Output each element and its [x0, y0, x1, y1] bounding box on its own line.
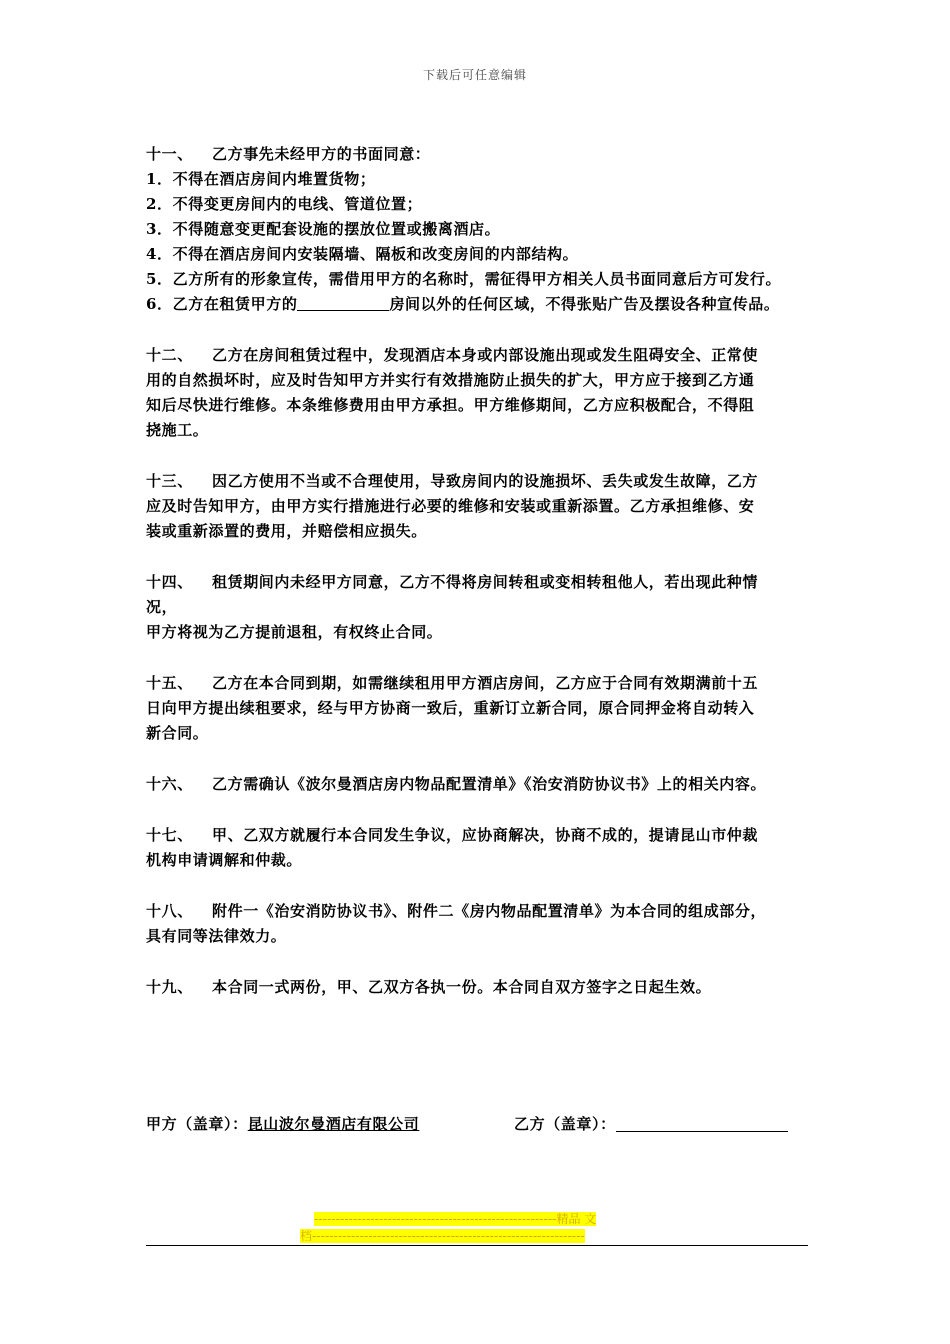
clause-15 [146, 671, 826, 746]
clause-14-line-2: 况， [146, 598, 178, 616]
clause-11-number: 十一、 [146, 145, 193, 163]
page-header: 下载后可任意编辑 [422, 68, 527, 82]
clause-12 [146, 343, 826, 443]
clause-11-item-6-start: 6．乙方在租赁甲方的 [146, 295, 298, 313]
clause-11-item-5: 5．乙方所有的形象宣传，需借用甲方的名称时，需征得甲方相关人员书面同意后方可发行。 [146, 270, 782, 288]
party-b-signature-line [616, 1115, 788, 1132]
party-b-label: 乙方（盖章）： [514, 1115, 616, 1133]
clause-11-item-2: 2．不得变更房间内的电线、管道位置； [146, 195, 423, 213]
clause-18-number: 十八、 [146, 902, 193, 920]
clause-11-intro [146, 142, 826, 167]
footer-divider [146, 1245, 808, 1246]
footer-watermark [300, 1211, 645, 1245]
clause-18 [146, 899, 826, 949]
clause-12-line-2: 用的自然损坏时，应及时告知甲方并实行有效措施防止损失的扩大，甲方应于接到乙方通 [146, 371, 755, 389]
contract-body [146, 142, 826, 1026]
clause-17-line-2: 机构申请调解和仲裁。 [146, 851, 303, 869]
clause-11-item-4: 4．不得在酒店房间内安装隔墙、隔板和改变房间的内部结构。 [146, 245, 579, 263]
clause-11-intro-text: 乙方事先未经甲方的书面同意： [212, 145, 431, 163]
party-b-signature [514, 1112, 788, 1137]
clause-15-text-1: 乙方在本合同到期，如需继续租用甲方酒店房间，乙方应于合同有效期满前十五 [212, 674, 759, 692]
clause-15-line-3: 新合同。 [146, 724, 209, 742]
footer-line-1: --------------------------------------------------------精品 文 [314, 1212, 597, 1226]
clause-15-line-1 [146, 671, 826, 696]
clause-17-line-1 [146, 823, 826, 848]
clause-12-line-1 [146, 343, 826, 368]
clause-15-line-2: 日向甲方提出续租要求，经与甲方协商一致后，重新订立新合同，原合同押金将自动转入 [146, 699, 755, 717]
clause-17 [146, 823, 826, 873]
party-a-name: 昆山波尔曼酒店有限公司 [247, 1115, 420, 1133]
clause-14-number: 十四、 [146, 573, 193, 591]
clause-16-text-1: 乙方需确认《波尔曼酒店房内物品配置清单》《治安消防协议书》上的相关内容。 [212, 775, 767, 793]
clause-11-item-3: 3．不得随意变更配套设施的摆放位置或搬离酒店。 [146, 220, 501, 238]
clause-14-line-1 [146, 570, 826, 595]
party-a-signature [146, 1112, 419, 1137]
clause-13-line-1 [146, 469, 826, 494]
clause-13-line-3: 装或重新添置的费用，并赔偿相应损失。 [146, 522, 427, 540]
clause-19 [146, 975, 826, 1000]
clause-12-text-1: 乙方在房间租赁过程中，发现酒店本身或内部设施出现或发生阻碍安全、正常使 [212, 346, 759, 364]
clause-16-line-1 [146, 772, 826, 797]
clause-19-number: 十九、 [146, 978, 193, 996]
clause-12-number: 十二、 [146, 346, 193, 364]
clause-13-line-2: 应及时告知甲方，由甲方实行措施进行必要的维修和安装或重新添置。乙方承担维修、安 [146, 497, 755, 515]
clause-14 [146, 570, 826, 645]
room-number-blank [297, 295, 389, 311]
clause-12-line-4: 挠施工。 [146, 421, 209, 439]
clause-11-item-6-end: 房间以外的任何区域，不得张贴广告及摆设各种宣传品。 [389, 295, 780, 313]
clause-19-text-1: 本合同一式两份，甲、乙双方各执一份。本合同自双方签字之日起生效。 [212, 978, 712, 996]
clause-19-line-1 [146, 975, 826, 1000]
clause-18-line-2: 具有同等法律效力。 [146, 927, 287, 945]
clause-18-line-1 [146, 899, 826, 924]
clause-11 [146, 142, 826, 317]
signature-block [146, 1112, 816, 1137]
clause-13-text-1: 因乙方使用不当或不合理使用，导致房间内的设施损坏、丢失或发生故障，乙方 [212, 472, 759, 490]
clause-17-text-1: 甲、乙双方就履行本合同发生争议，应协商解决，协商不成的，提请昆山市仲裁 [212, 826, 759, 844]
clause-16-number: 十六、 [146, 775, 193, 793]
footer-line-2: 档--------------------------------------------------------------- [300, 1229, 585, 1243]
clause-11-item-6 [146, 292, 826, 317]
clause-14-line-3: 甲方将视为乙方提前退租，有权终止合同。 [146, 623, 443, 641]
clause-11-item-1: 1．不得在酒店房间内堆置货物； [146, 170, 376, 188]
party-a-label: 甲方（盖章）： [146, 1115, 248, 1133]
clause-18-text-1: 附件一《治安消防协议书》、附件二《房内物品配置清单》为本合同的组成部分， [212, 902, 767, 920]
clause-17-number: 十七、 [146, 826, 193, 844]
clause-13-number: 十三、 [146, 472, 193, 490]
clause-16 [146, 772, 826, 797]
clause-14-text-1: 租赁期间内未经甲方同意，乙方不得将房间转租或变相转租他人，若出现此种情 [212, 573, 759, 591]
clause-12-line-3: 知后尽快进行维修。本条维修费用由甲方承担。甲方维修期间，乙方应积极配合，不得阻 [146, 396, 755, 414]
clause-13 [146, 469, 826, 544]
clause-15-number: 十五、 [146, 674, 193, 692]
